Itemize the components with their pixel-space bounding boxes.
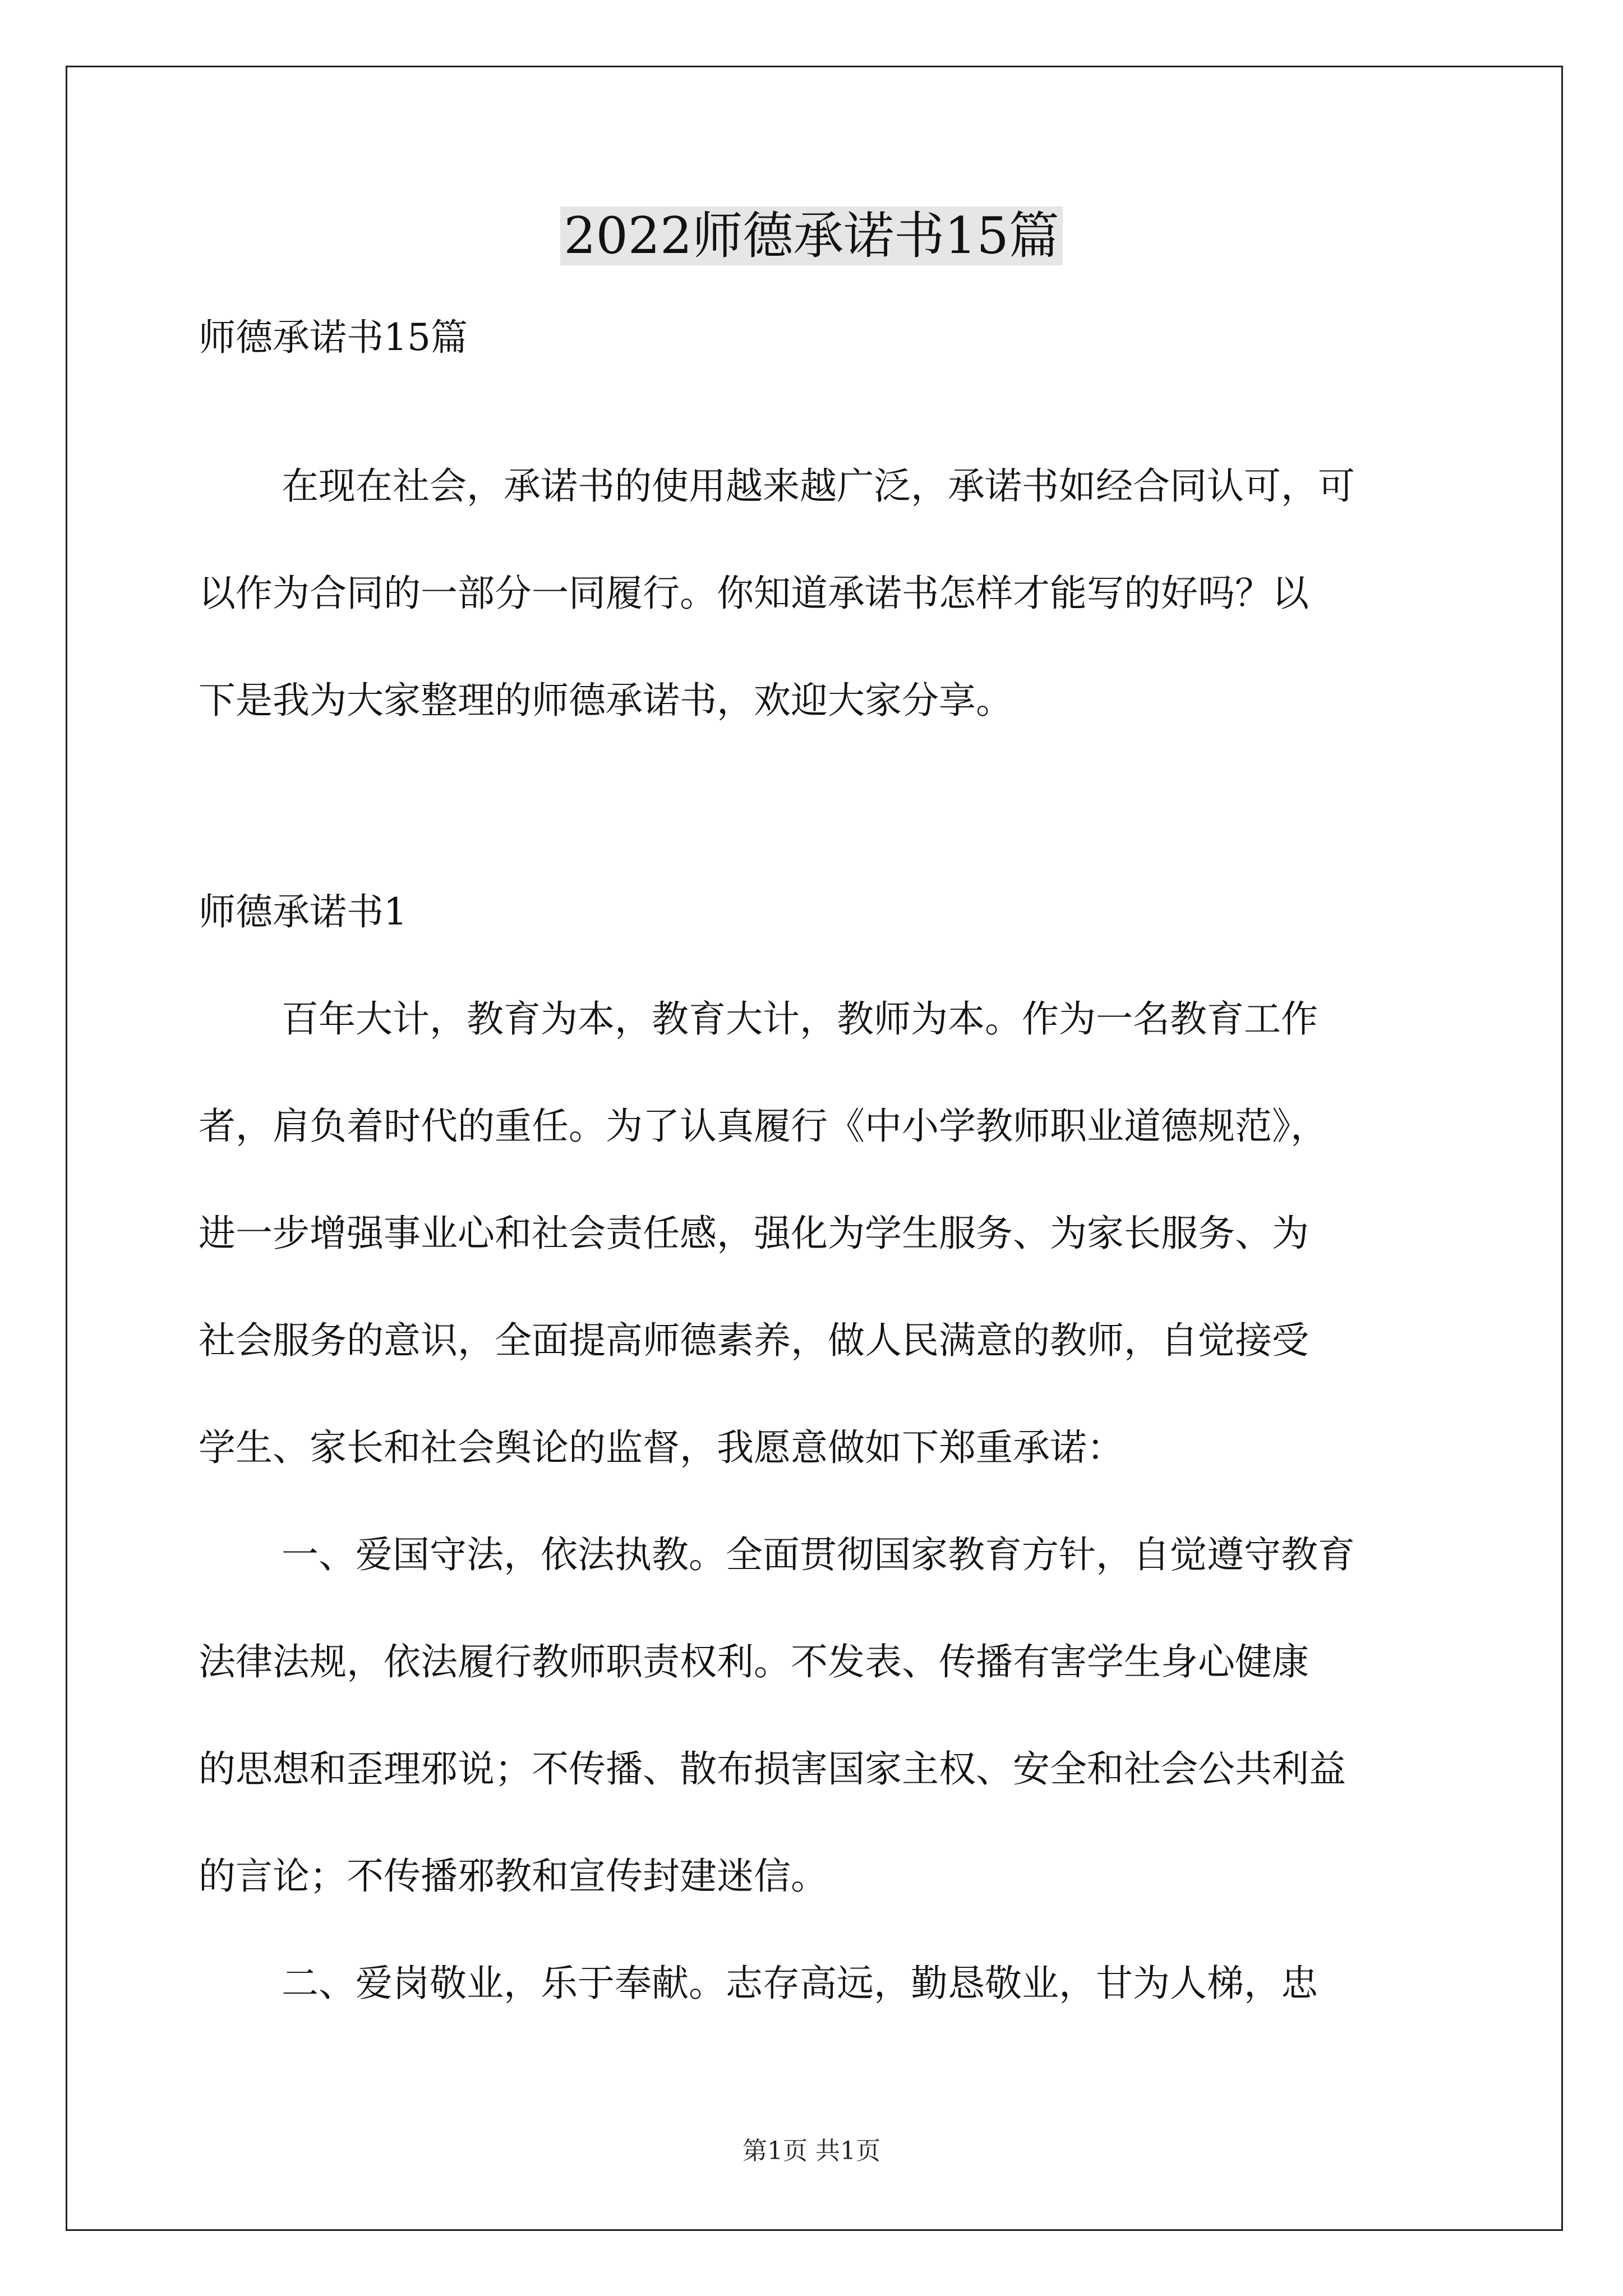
document-title xyxy=(0,200,1623,273)
page-number: 第1页 共1页 xyxy=(743,2137,880,2165)
paragraph-line: 二、爱岗敬业，乐于奉献。志存高远，勤恳敬业，甘为人梯，忠 xyxy=(282,1962,1318,2005)
paragraph-line: 以作为合同的一部分一同履行。你知道承诺书怎样才能写的好吗？以 xyxy=(199,572,1309,615)
paragraph-line: 的言论；不传播邪教和宣传封建迷信。 xyxy=(199,1855,828,1898)
paragraph-line: 社会服务的意识，全面提高师德素养，做人民满意的教师，自觉接受 xyxy=(199,1319,1309,1362)
paragraph-line: 的思想和歪理邪说；不传播、散布损害国家主权、安全和社会公共利益 xyxy=(199,1747,1346,1791)
section-heading: 师德承诺书1 xyxy=(199,890,407,933)
paragraph-line: 百年大计，教育为本，教育大计，教师为本。作为一名教育工作 xyxy=(282,997,1318,1041)
paragraph-line: 者，肩负着时代的重任。为了认真履行《中小学教师职业道德规范》， xyxy=(199,1105,1327,1148)
paragraph-line: 一、爱国守法，依法执教。全面贯彻国家教育方针，自觉遵守教育 xyxy=(282,1533,1355,1576)
paragraph-line: 法律法规，依法履行教师职责权利。不发表、传播有害学生身心健康 xyxy=(199,1640,1309,1683)
paragraph-line: 学生、家长和社会舆论的监督，我愿意做如下郑重承诺： xyxy=(199,1426,1124,1469)
paragraph-line: 进一步增强事业心和社会责任感，强化为学生服务、为家长服务、为 xyxy=(199,1212,1309,1255)
subtitle-line: 师德承诺书15篇 xyxy=(199,316,468,359)
page-footer xyxy=(0,2134,1623,2168)
paragraph-line: 下是我为大家整理的师德承诺书，欢迎大家分享。 xyxy=(199,679,1013,722)
paragraph-line: 在现在社会，承诺书的使用越来越广泛，承诺书如经合同认可，可 xyxy=(282,464,1355,508)
document-title-text: 2022师德承诺书15篇 xyxy=(560,206,1063,265)
